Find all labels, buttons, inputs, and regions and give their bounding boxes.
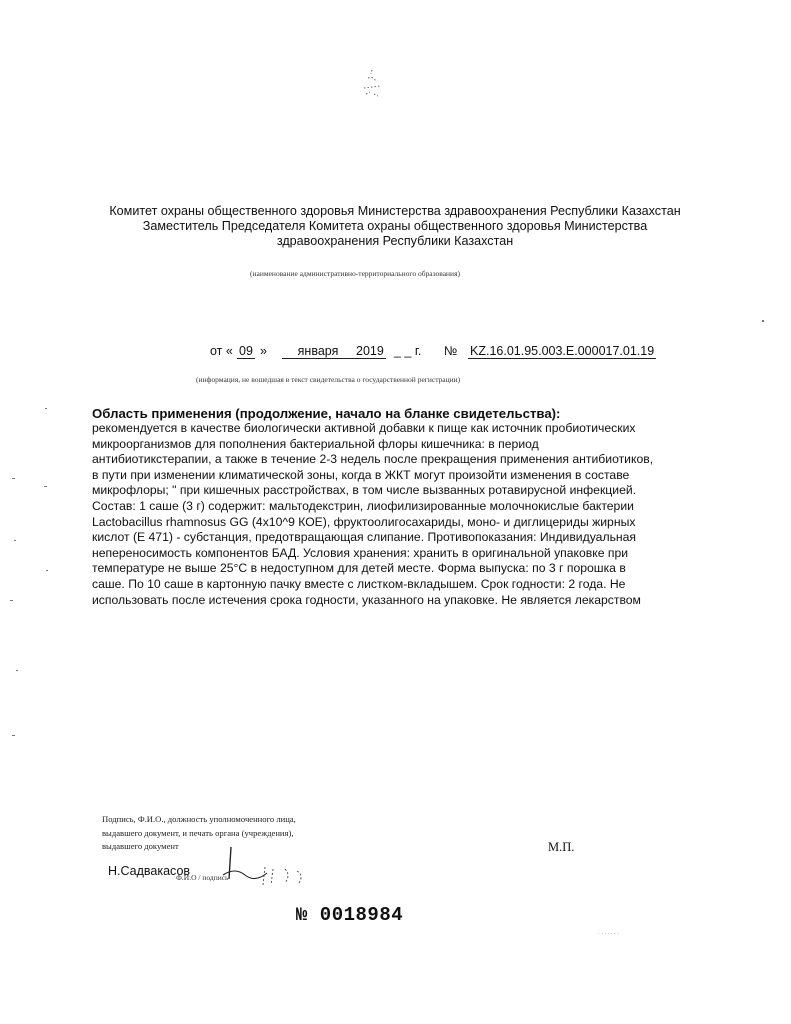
- issuer-line-2: Заместитель Председателя Комитета охраны общественного здоровья Министерства: [142, 219, 648, 233]
- date-prefix: от «: [210, 344, 233, 358]
- stamp-label: М.П.: [548, 840, 575, 854]
- body-line: использовать после истечения срока годности, указанного на упаковке. Не является лекарством: [92, 592, 641, 607]
- signature-caption-line: выдавшего документ: [102, 841, 179, 852]
- info-caption: (информация, не вошедшая в текст свидетельства о государственной регистрации): [196, 375, 461, 384]
- admin-caption: (наименование административно-территориального образования): [250, 269, 461, 278]
- date-number-line: [210, 344, 670, 362]
- scan-speck: [16, 670, 18, 671]
- date-day: 09: [239, 344, 253, 358]
- registration-number: KZ.16.01.95.003.E.000017.01.19: [470, 344, 655, 358]
- body-line: кислот (Е 471) - субстанция, предотвращающая слипание. Противопоказания: Индивидуальная: [92, 530, 637, 545]
- application-text: [92, 421, 692, 608]
- body-line: Lactobacillus rhamnosus GG (4x10^9 КОЕ), фруктоолигосахариды, моно- и диглицериды жирных: [92, 514, 636, 529]
- signature-caption-line: Подпись, Ф.И.О., должность уполномоченного лица,: [102, 814, 296, 824]
- body-line: Состав: 1 саше (3 г) содержит: мальтодекстрин, лиофилизированные молочнокислые бактерии: [92, 498, 634, 513]
- certificate-number: № 0018984: [296, 904, 404, 926]
- date-year-suffix: _ _ г.: [394, 344, 422, 358]
- scan-speck: [45, 408, 47, 409]
- body-line: непереносимость компонентов БАД. Условия хранения: хранить в оригинальной упаковке при: [92, 545, 629, 560]
- body-line: в пути при изменении климатической зоны, когда в ЖКТ могут произойти изменения в составе: [92, 467, 630, 482]
- scan-speck: [10, 600, 13, 601]
- handwritten-signature: [205, 845, 315, 890]
- section-title: Область применения (продолжение, начало на бланке свидетельства):: [92, 406, 561, 421]
- scan-speck: [12, 735, 15, 736]
- signature-caption-line: выдавшего документ, и печать органа (учреждения),: [102, 827, 294, 838]
- scan-speck: [762, 320, 764, 322]
- scan-speck: [46, 570, 48, 571]
- body-line: антибиотикстерапии, а также в течение 2-3 недель после прекращения применения антибиотиков,: [92, 452, 654, 467]
- top-stamp-mark: [352, 64, 392, 104]
- date-mid: »: [260, 344, 267, 358]
- scan-speck: [44, 486, 47, 487]
- date-month: января: [282, 344, 354, 359]
- issuer-line-1: Комитет охраны общественного здоровья Министерства здравоохранения Республики Казахстан: [109, 204, 681, 218]
- signer-name: Н.Садвакасов: [108, 864, 191, 878]
- body-line: саше. По 10 саше в картонную пачку вместе с листком-вкладышем. Срок годности: 2 года. Не: [92, 576, 626, 591]
- fio-caption: Ф.И.О / подпись: [176, 873, 229, 882]
- issuer-line-3: здравоохранения Республики Казахстан: [276, 234, 514, 248]
- date-year: 2019: [356, 344, 384, 358]
- body-line: микрофлоры; " при кишечных расстройствах, в том числе вызванных ротавирусной инфекцией.: [92, 483, 637, 498]
- number-sign: №: [444, 344, 458, 358]
- scan-speck: [14, 540, 16, 541]
- scan-speck: [12, 478, 15, 479]
- corner-print-mark: · · · · · · ·: [598, 931, 620, 937]
- body-line: микроорганизмов для пополнения бактериальной флоры кишечника: в период: [92, 436, 539, 451]
- issuer-header: [60, 204, 730, 249]
- body-line: температуре не выше 25°С в недоступном для детей месте. Форма выпуска: по 3 г порошка в: [92, 561, 626, 576]
- body-line: рекомендуется в качестве биологически активной добавки к пище как источник пробиотических: [92, 421, 636, 435]
